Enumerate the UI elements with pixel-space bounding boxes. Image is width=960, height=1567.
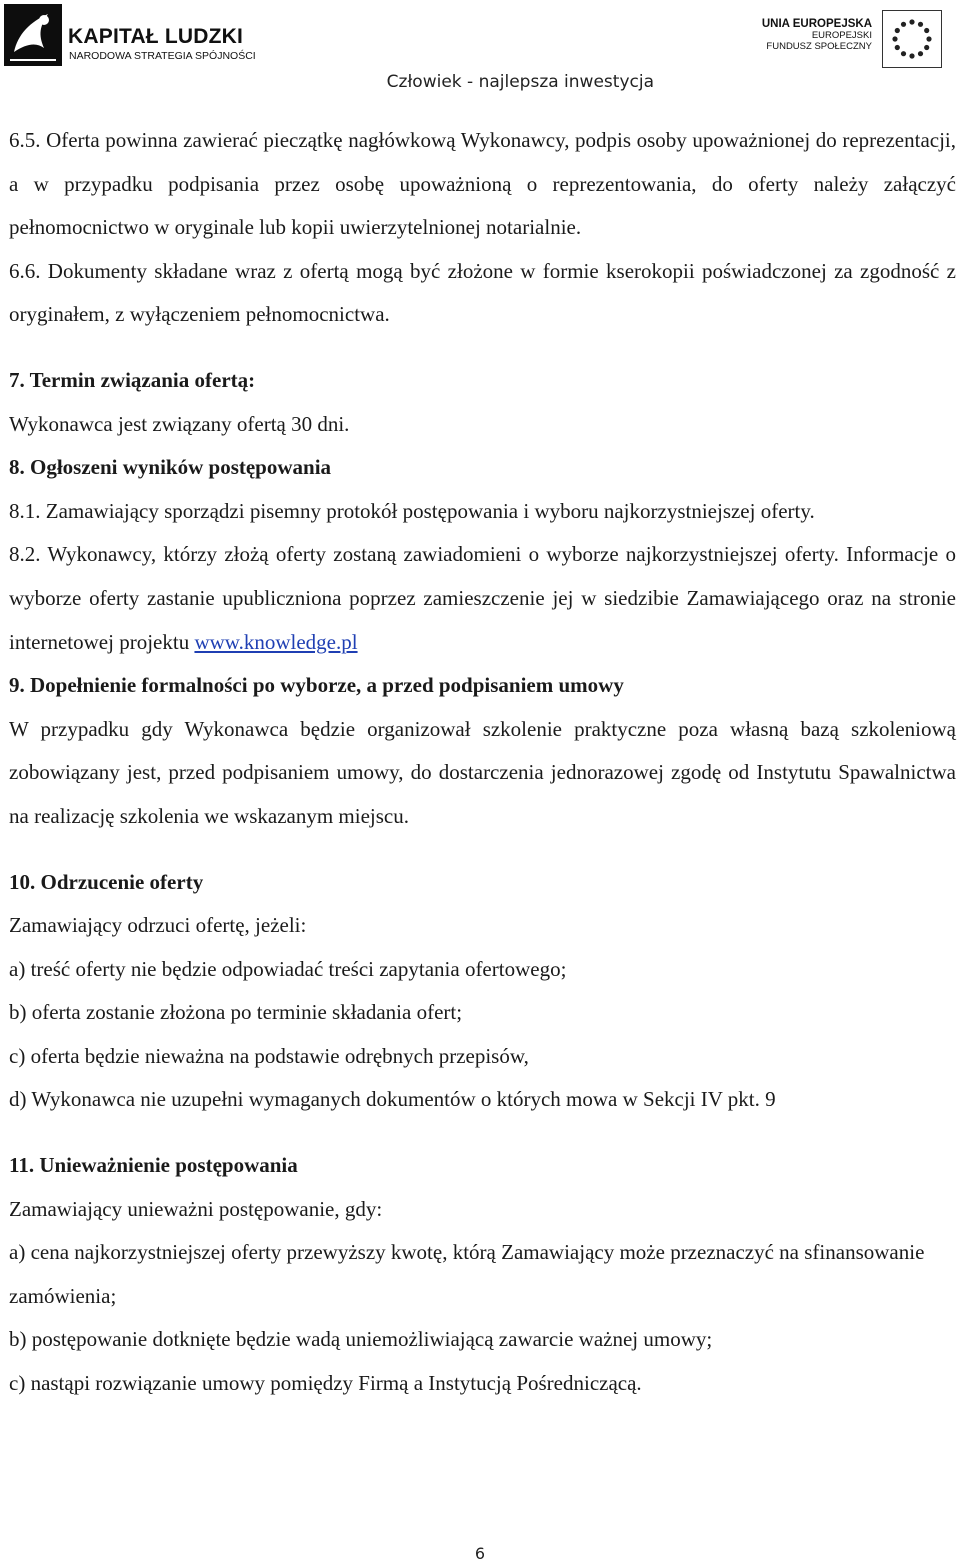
eu-label xyxy=(762,19,872,52)
paragraph-6-6: 6.6. Dokumenty składane wraz z ofertą mogą być złożone w formie kserokopii poświadczonej za zgodność z oryginałem, z wyłączeniem pełnomocnictwa. xyxy=(9,258,956,327)
paragraph-7: Wykonawca jest związany ofertą 30 dni. xyxy=(9,411,350,436)
paragraph-8-1: 8.1. Zamawiający sporządzi pisemny protokół postępowania i wyboru najkorzystniejszej oferty. xyxy=(9,498,815,523)
heading-7: 7. Termin związania ofertą: xyxy=(9,367,256,392)
kapital-ludzki-subtitle: NARODOWA STRATEGIA SPÓJNOŚCI xyxy=(69,50,256,62)
document-body xyxy=(9,119,956,1406)
list-item: a) cena najkorzystniejszej oferty przewyższy kwotę, którą Zamawiający może przeznaczyć na sfinansowanie zamówienia; xyxy=(9,1240,925,1308)
kapital-ludzki-title: KAPITAŁ LUDZKI xyxy=(68,25,244,48)
list-item: c) nastąpi rozwiązanie umowy pomiędzy Firmą a Instytucją Pośredniczącą. xyxy=(9,1371,642,1396)
list-item: a) treść oferty nie będzie odpowiadać treści zapytania ofertowego; xyxy=(9,956,567,981)
eu-flag-icon xyxy=(882,10,942,68)
paragraph-6-5: 6.5. Oferta powinna zawierać pieczątkę nagłówkową Wykonawcy, podpis osoby upoważnionej do reprezentacji, a w przypadku podpisania przez osobę upoważnioną o reprezentowania, do oferty należy załączyć pełnomocnictwo w oryginale lub kopii uwierzytelnionej notarialnie. xyxy=(9,128,956,240)
kapital-ludzki-logo xyxy=(4,4,62,66)
page-header xyxy=(0,0,960,100)
eu-line-3: FUNDUSZ SPOŁECZNY xyxy=(766,41,872,52)
paragraph-10: Zamawiający odrzuci ofertę, jeżeli: xyxy=(9,913,307,938)
paragraph-9: W przypadku gdy Wykonawca będzie organizował szkolenie praktyczne poza własną bazą szkoleniową zobowiązany jest, przed podpisaniem umowy, do dostarczenia jednorazowej zgodę od Instytutu Spawalnictwa na realizację szkolenia we wskazanym miejscu. xyxy=(9,716,956,828)
list-item: b) postępowanie dotknięte będzie wadą uniemożliwiającą zawarcie ważnej umowy; xyxy=(9,1327,713,1352)
eu-line-2: EUROPEJSKI xyxy=(811,30,872,41)
spacer xyxy=(9,839,956,861)
tagline: Człowiek - najlepsza inwestycja xyxy=(386,72,654,92)
paragraph-8-2-text: 8.2. Wykonawcy, którzy złożą oferty zostaną zawiadomieni o wyborze najkorzystniejszej oferty. Informacje o wyborze oferty zastanie upubliczniona poprzez zamieszczenie jej w siedzibie Zamawiającego oraz na stronie internetowej projektu xyxy=(9,542,956,654)
paragraph-8-2 xyxy=(9,533,956,664)
list-item: d) Wykonawca nie uzupełni wymaganych dokumentów o których mowa w Sekcji IV pkt. 9 xyxy=(9,1087,776,1112)
heading-9: 9. Dopełnienie formalności po wyborze, a przed podpisaniem umowy xyxy=(9,673,624,698)
heading-8: 8. Ogłoszeni wyników postępowania xyxy=(9,455,332,480)
eu-line-1: UNIA EUROPEJSKA xyxy=(761,18,872,30)
page-number: 6 xyxy=(474,1544,486,1563)
list-item: b) oferta zostanie złożona po terminie składania ofert; xyxy=(9,1000,463,1025)
heading-11: 11. Unieważnienie postępowania xyxy=(9,1153,298,1178)
list-item: c) oferta będzie nieważna na podstawie odrębnych przepisów, xyxy=(9,1043,529,1068)
spacer xyxy=(9,1122,956,1144)
heading-10: 10. Odrzucenie oferty xyxy=(9,869,204,894)
knowledge-link[interactable]: www.knowledge.pl xyxy=(194,629,358,654)
spacer xyxy=(9,337,956,359)
paragraph-11: Zamawiający unieważni postępowanie, gdy: xyxy=(9,1196,383,1221)
